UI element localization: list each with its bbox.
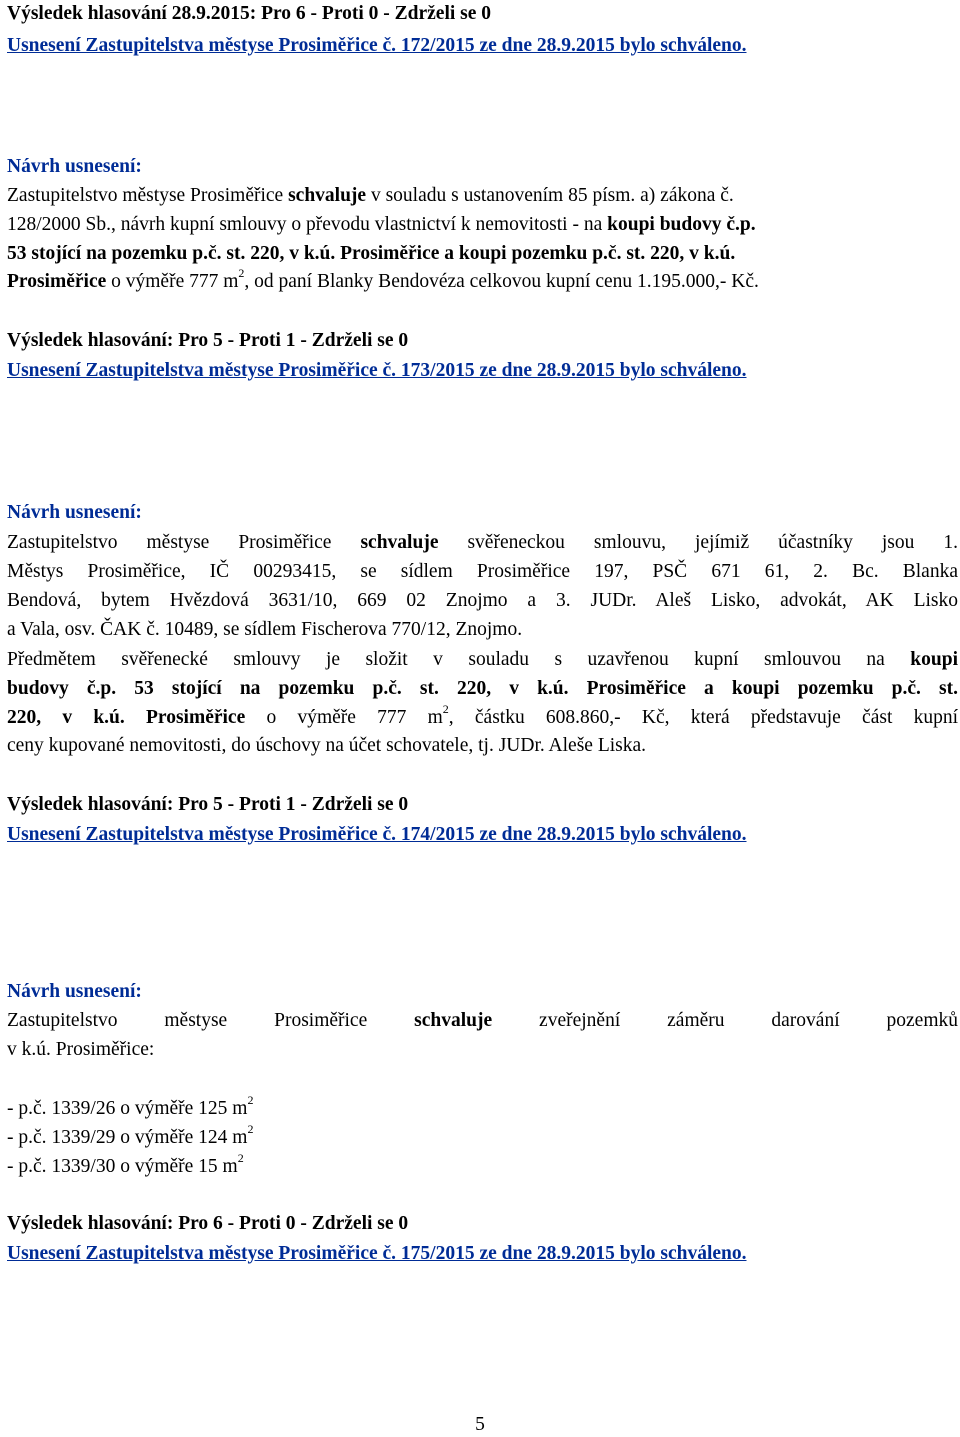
proposal-1-line-1: Zastupitelstvo městyse Prosiměřice schvaluje v souladu s ustanovením 85 písm. a) zákona č. xyxy=(7,185,734,206)
proposal-1-line-4: Prosiměřice o výměře 777 $m^2$, od paní Blanky Bendovéza celkovou kupní cenu 1.195.000,- Kč. xyxy=(7,265,759,292)
proposal-2-line-4: a Vala, osv. ČAK č. 10489, se sídlem Fischerova 770/12, Znojmo. xyxy=(7,619,523,640)
vote-result-2: Výsledek hlasování: Pro 5 - Proti 1 - Zdrželi se 0 xyxy=(7,330,409,351)
proposal-heading-3: Návrh usnesení: xyxy=(7,981,142,1002)
vote-result-4: Výsledek hlasování: Pro 6 - Proti 0 - Zdrželi se 0 xyxy=(7,1213,409,1234)
list-item: - p.č. 1339/29 o výměře 124 $m^2$ xyxy=(7,1121,254,1148)
proposal-1-line-2: 128/2000 Sb., návrh kupní smlouvy o převodu vlastnictví k nemovitosti - na koupi budovy č.p. xyxy=(7,214,756,235)
page-number: 5 xyxy=(475,1414,485,1435)
proposal-heading-1: Návrh usnesení: xyxy=(7,156,142,177)
proposal-3-line-2: v k.ú. Prosiměřice: xyxy=(7,1039,155,1060)
list-item: - p.č. 1339/26 o výměře 125 $m^2$ xyxy=(7,1092,254,1119)
proposal-heading-2: Návrh usnesení: xyxy=(7,502,142,523)
vote-result-1: Výsledek hlasování 28.9.2015: Pro 6 - Proti 0 - Zdrželi se 0 xyxy=(7,3,492,24)
resolution-175: Usnesení Zastupitelstva městyse Prosiměřice č. 175/2015 ze dne 28.9.2015 bylo schváleno. xyxy=(7,1243,747,1264)
proposal-2-line-6: budovy č.p. 53 stojící na pozemku p.č. st. 220, v k.ú. Prosiměřice a koupi pozemku p.č. st. xyxy=(7,678,958,699)
vote-result-3: Výsledek hlasování: Pro 5 - Proti 1 - Zdrželi se 0 xyxy=(7,794,409,815)
proposal-2-line-8: ceny kupované nemovitosti, do úschovy na účet schovatele, tj. JUDr. Aleše Liska. xyxy=(7,735,647,756)
list-item: - p.č. 1339/30 o výměře 15 $m^2$ xyxy=(7,1150,244,1177)
proposal-2-line-2: Městys Prosiměřice, IČ 00293415, se sídlem Prosiměřice 197, PSČ 671 61, 2. Bc. Blanka xyxy=(7,561,958,582)
resolution-173: Usnesení Zastupitelstva městyse Prosiměřice č. 173/2015 ze dne 28.9.2015 bylo schváleno. xyxy=(7,360,747,381)
resolution-172: Usnesení Zastupitelstva městyse Prosiměřice č. 172/2015 ze dne 28.9.2015 bylo schváleno. xyxy=(7,35,747,56)
proposal-2-line-3: Bendová, bytem Hvězdová 3631/10, 669 02 Znojmo a 3. JUDr. Aleš Lisko, advokát, AK Lisko xyxy=(7,590,958,611)
proposal-3-line-1: Zastupitelstvo městyse Prosiměřice schvaluje zveřejnění záměru darování pozemků xyxy=(7,1010,958,1031)
proposal-2-line-1: Zastupitelstvo městyse Prosiměřice schvaluje svěřeneckou smlouvu, jejímiž účastníky jsou 1. xyxy=(7,532,959,553)
proposal-1-line-3: 53 stojící na pozemku p.č. st. 220, v k.ú. Prosiměřice a koupi pozemku p.č. st. 220, v k.ú. xyxy=(7,243,736,264)
proposal-2-line-5: Předmětem svěřenecké smlouvy je složit v souladu s uzavřenou kupní smlouvou na koupi xyxy=(7,649,958,670)
proposal-2-line-7: 220, v k.ú. Prosiměřice o výměře 777 $m^2$, částku 608.860,- Kč, která představuje část kupní xyxy=(7,701,959,728)
resolution-174: Usnesení Zastupitelstva městyse Prosiměřice č. 174/2015 ze dne 28.9.2015 bylo schváleno. xyxy=(7,824,747,845)
